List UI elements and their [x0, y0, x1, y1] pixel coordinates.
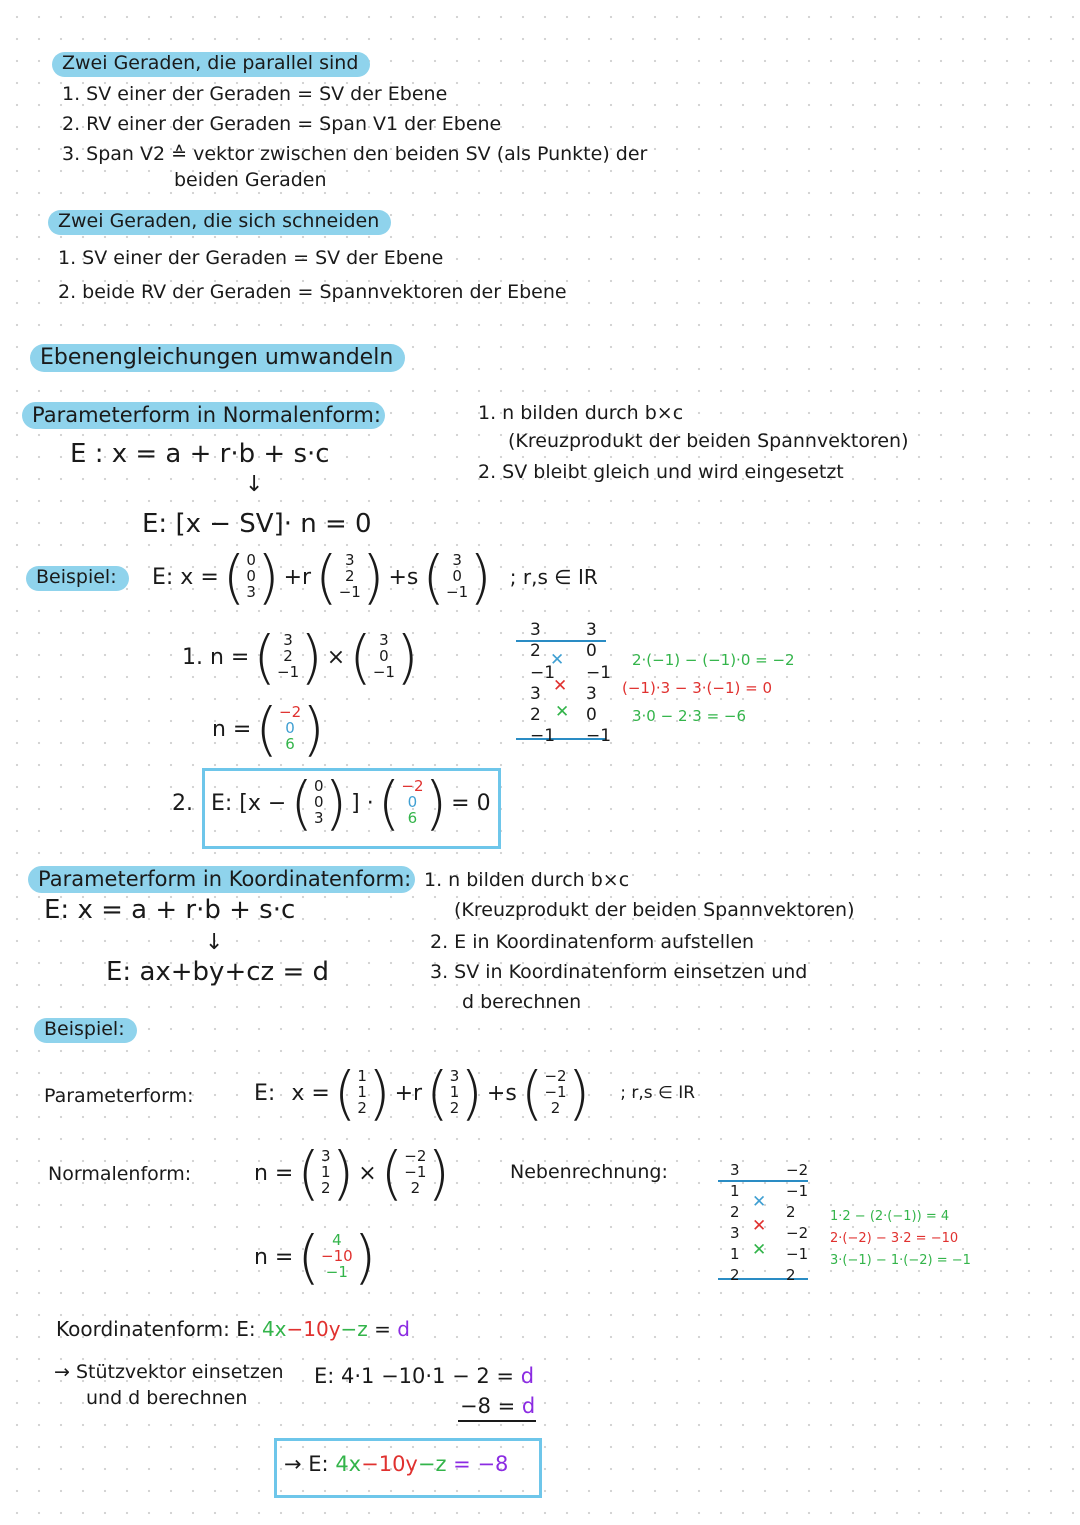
result-normal-vector: ( −2 0 6 ) [377, 769, 448, 837]
normal-form-result [172, 769, 491, 837]
plus-s-2: +s [486, 1080, 517, 1106]
final-z: −z [417, 1452, 447, 1476]
scheme-col-c: 3 0 −1 3 0 −1 [586, 620, 612, 747]
final-prefix: → E: [284, 1452, 329, 1476]
n-result-label-2: n = [254, 1244, 294, 1270]
kf-label: Koordinatenform: [56, 1317, 230, 1341]
calc2-line-1: 1·2 − (2·(−1)) = 4 [830, 1209, 950, 1224]
span-vector-c2: ( −2 −1 2 ) [520, 1059, 591, 1127]
parallel-rule-1: 1. SV einer der Geraden = SV der Ebene [62, 83, 448, 105]
example-label-1: Beispiel: [26, 566, 129, 591]
section-title-parallel: Zwei Geraden, die parallel sind [52, 52, 370, 77]
eq2-x: x = [291, 1080, 330, 1106]
n-result-label: n = [212, 716, 252, 742]
sv-insert-note: → Stützvektor einsetzen [54, 1361, 284, 1383]
calc-d-var: d [520, 1364, 535, 1388]
result-support-vector: ( 0 0 3 ) [290, 769, 348, 837]
cross-vector-c2: ( −2 −1 2 ) [380, 1139, 451, 1207]
scheme-cross-3: ✕ [555, 702, 570, 722]
calc-d-expr: E: 4·1 −10·1 − 2 = [314, 1364, 515, 1388]
n-label: 1. n = [182, 644, 250, 670]
param-domain: ; r,s ∈ IR [509, 565, 598, 589]
scheme2-col-b: 3 1 2 3 1 2 [730, 1161, 740, 1284]
cross-product-line [182, 623, 419, 691]
intersect-rule-1: 1. SV einer der Geraden = SV der Ebene [58, 247, 444, 269]
calc-line-1: 2·(−1) − (−1)·0 = −2 [632, 651, 795, 669]
example-label-2: Beispiel: [34, 1018, 137, 1043]
parallel-rule-3: 3. Span V2 ≙ vektor zwischen den beiden SV (als Punkte) der [62, 143, 648, 165]
calc2-line-3: 3·(−1) − 1·(−2) = −1 [830, 1253, 971, 1268]
section-title-intersecting: Zwei Geraden, die sich schneiden [48, 210, 391, 235]
underline [458, 1420, 536, 1422]
param-form-equation-2: E: x = a + r·b + s·c [44, 895, 296, 925]
plus-r-2: +r [394, 1080, 423, 1106]
cross-product-line-2 [254, 1139, 451, 1207]
kf-equals: = [374, 1317, 391, 1341]
normal-vector-result-2 [254, 1223, 377, 1291]
scheme-col-b: 3 2 −1 3 2 −1 [530, 620, 556, 747]
span-vector-b: ( 3 2 −1 ) [315, 543, 385, 611]
final-coordform [284, 1452, 508, 1476]
span-vector-c: ( 3 0 −1 ) [422, 543, 492, 611]
step-2-label: 2. [172, 790, 193, 816]
kf-x-term: 4x [261, 1317, 287, 1341]
eq-prefix: E: x = [152, 564, 219, 590]
scheme2-cross-2: ✕ [752, 1216, 767, 1236]
calc-d-value: −8 = [460, 1394, 516, 1418]
support-vector-2: ( 1 1 2 ) [333, 1059, 391, 1127]
pn-step-1: 1. n bilden durch b×c [478, 402, 684, 424]
section-title-convert: Ebenengleichungen umwandeln [30, 344, 405, 372]
span-vector-b2: ( 3 1 2 ) [426, 1059, 483, 1127]
subtitle-param-normal: Parameterform in Normalenform: [22, 402, 385, 429]
pk-step-1: 1. n bilden durch b×c [424, 869, 630, 891]
normal-vector: ( −2 0 6 ) [255, 695, 325, 763]
coord-form-equation: E: ax+by+cz = d [106, 957, 329, 987]
normal-vector-2: ( 4 −10 −1 ) [297, 1223, 377, 1291]
times-sign: × [326, 644, 346, 670]
pk-step-2: 2. E in Koordinatenform aufstellen [430, 931, 755, 953]
calc-d-line [314, 1364, 534, 1388]
n-label-2: n = [254, 1160, 294, 1186]
calc-line-3: 3·0 − 2·3 = −6 [632, 707, 747, 725]
pn-step-2: 2. SV bleibt gleich und wird eingesetzt [478, 461, 844, 483]
result-prefix: E: [x − [211, 790, 287, 816]
subtitle-param-coord: Parameterform in Koordinatenform: [28, 866, 415, 893]
kf-e: E: [236, 1317, 256, 1341]
param-domain-2: ; r,s ∈ IR [620, 1083, 696, 1103]
scheme-cross-2: ✕ [553, 676, 568, 696]
coordform-line [56, 1318, 410, 1341]
label-parameterform: Parameterform: [44, 1085, 194, 1107]
parallel-rule-3-cont: beiden Geraden [174, 169, 327, 191]
down-arrow-2: ↓ [205, 930, 224, 955]
scheme2-cross-1: ✕ [752, 1192, 767, 1212]
final-y: −10y [361, 1452, 418, 1476]
scheme-cross-1: ✕ [550, 650, 565, 670]
parallel-rule-2: 2. RV einer der Geraden = Span V1 der Ebene [62, 113, 502, 135]
label-normalenform: Normalenform: [48, 1163, 192, 1185]
cross-vector-b2: ( 3 1 2 ) [297, 1139, 355, 1207]
calc2-line-2: 2·(−2) − 3·2 = −10 [830, 1231, 959, 1246]
support-vector: ( 0 0 3 ) [222, 543, 280, 611]
normal-vector-result [212, 695, 325, 763]
label-nebenrechnung: Nebenrechnung: [510, 1161, 668, 1183]
pk-step-3: 3. SV in Koordinatenform einsetzen und [430, 961, 808, 983]
final-rhs: = −8 [453, 1452, 509, 1476]
down-arrow: ↓ [245, 472, 264, 497]
scheme2-col-c: −2 −1 2 −2 −1 2 [786, 1161, 809, 1284]
final-x: 4x [335, 1452, 362, 1476]
intersect-rule-2: 2. beide RV der Geraden = Spannvektoren der Ebene [58, 281, 567, 303]
example-2-equation [254, 1059, 696, 1127]
calc-line-2: (−1)·3 − 3·(−1) = 0 [622, 679, 773, 697]
times-sign-2: × [358, 1160, 377, 1186]
calc-d-var-2: d [521, 1394, 536, 1418]
pn-step-1-note: (Kreuzprodukt der beiden Spannvektoren) [508, 430, 909, 452]
scheme2-cross-3: ✕ [752, 1240, 767, 1260]
example-1-equation [152, 543, 598, 611]
sv-insert-note-2: und d berechnen [86, 1387, 248, 1409]
kf-y-term: −10y [286, 1317, 341, 1341]
result-mid: ] · [351, 790, 374, 816]
param-form-equation: E : x = a + r·b + s·c [70, 439, 330, 469]
kf-z-term: −z [340, 1317, 368, 1341]
kf-d: d [397, 1317, 410, 1341]
pk-step-1-note: (Kreuzprodukt der beiden Spannvektoren) [454, 899, 855, 921]
cross-vector-b: ( 3 2 −1 ) [253, 623, 323, 691]
plus-r: +r [283, 564, 312, 590]
pk-step-3-cont: d berechnen [462, 991, 582, 1013]
calc-d-result [460, 1394, 535, 1418]
normal-form-equation: E: [x − SV]· n = 0 [142, 509, 372, 539]
result-end: = 0 [451, 790, 491, 816]
cross-vector-c: ( 3 0 −1 ) [349, 623, 419, 691]
plus-s: +s [388, 564, 419, 590]
eq2-e: E: [254, 1080, 276, 1106]
